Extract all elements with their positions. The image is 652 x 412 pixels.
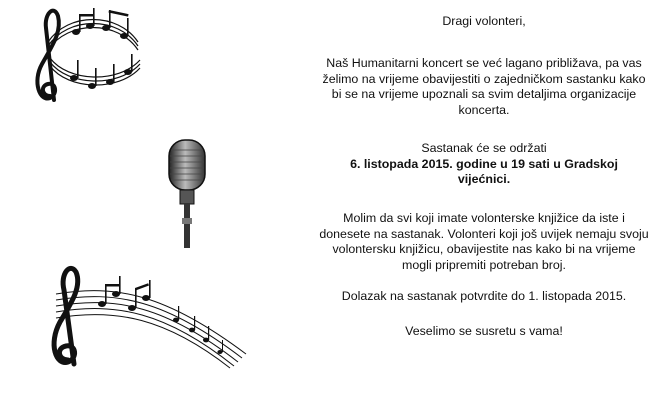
greeting: Dragi volonteri,	[442, 14, 526, 28]
meeting-intro: Sastanak će se održati	[421, 141, 547, 155]
paragraph-booklets: Molim da svi koji imate volonterske knjižice da iste i donesete na sastanak. Volonteri koji još uvijek nemaju svoju volontersku knjižicu, obavijestite nas kako bi na vrijeme mogli pripremiti potreban broj.	[319, 211, 649, 272]
paragraph-announcement: Naš Humanitarni koncert se već lagano približava, pa vas želimo na vrijeme obavijestiti o zajedničkom sastanku kako bi se na vrijeme upoznali sa svim detaljima organizacije koncerta.	[322, 56, 646, 117]
closing-line: Veselimo se susretu s vama!	[405, 324, 563, 338]
microphone-icon	[160, 134, 222, 254]
music-notes-icon	[28, 2, 146, 106]
music-staff-icon	[46, 264, 250, 370]
paragraph-meeting	[316, 141, 652, 188]
paragraph-confirmation: Dolazak na sastanak potvrdite do 1. listopada 2015.	[341, 289, 627, 303]
meeting-date-location: 6. listopada 2015. godine u 19 sati u Gradskoj vijećnici.	[350, 156, 618, 186]
